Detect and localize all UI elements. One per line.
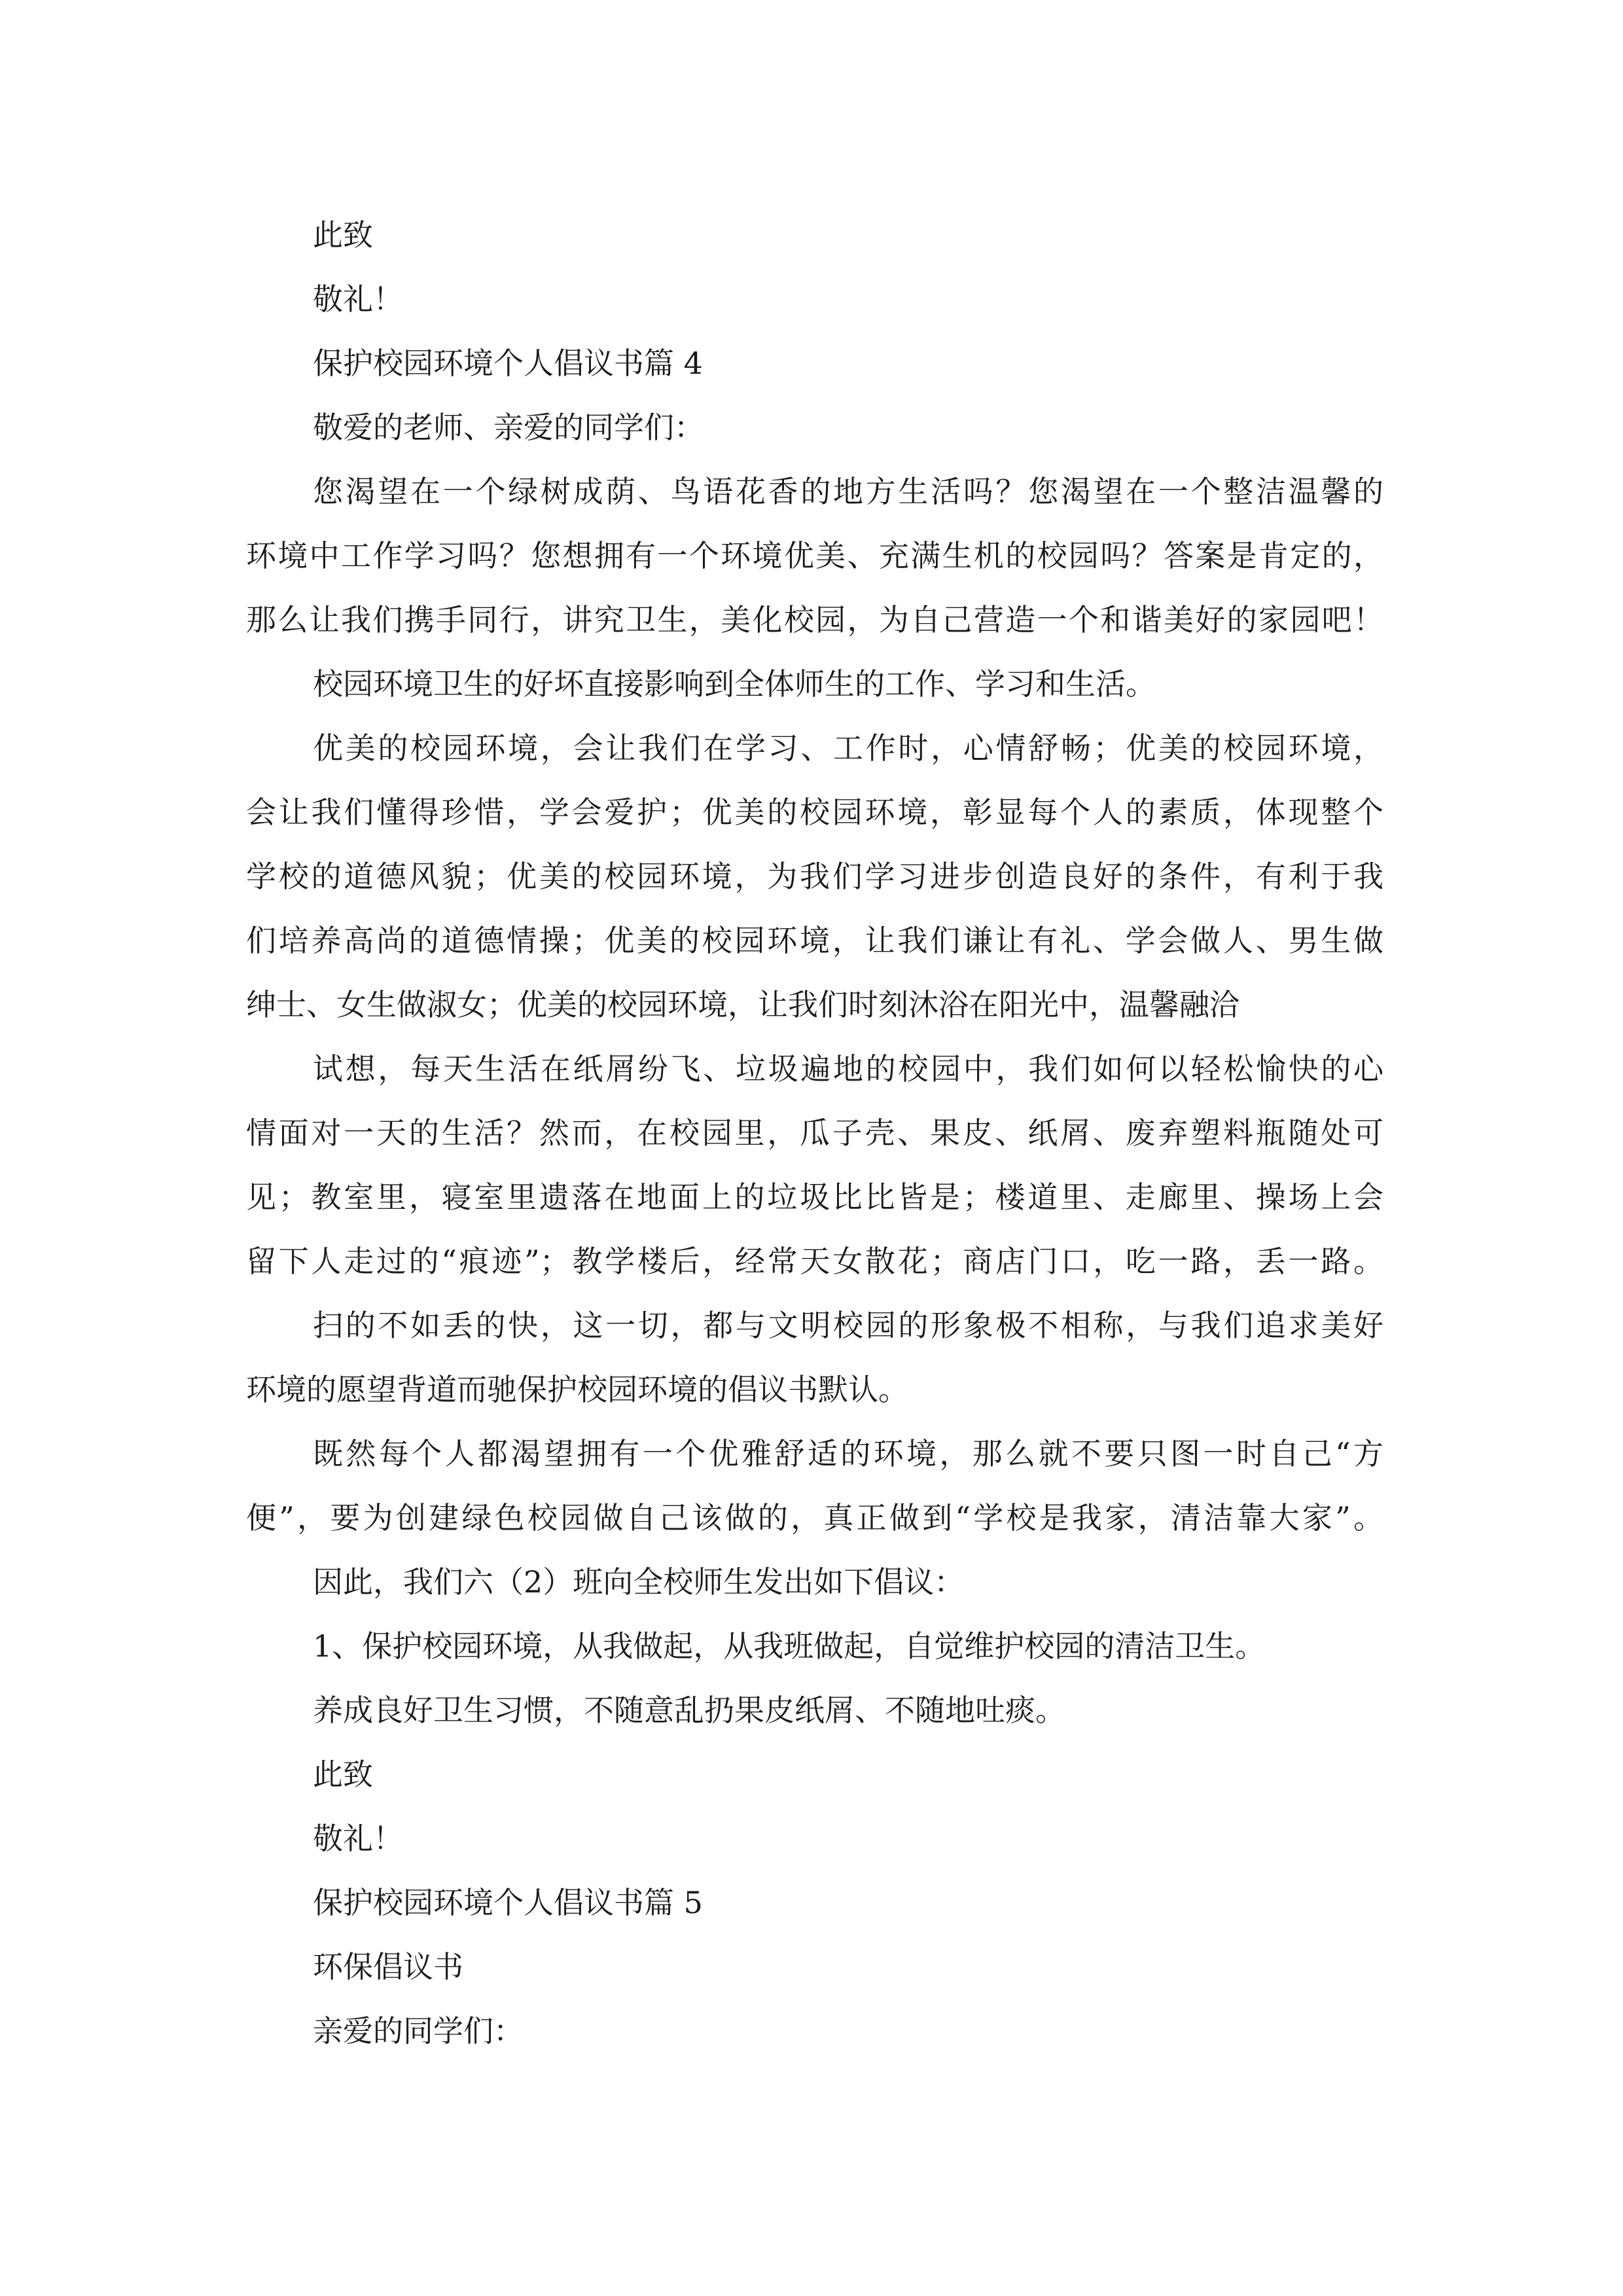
list-item: 1、保护校园环境，从我做起，从我班做起，自觉维护校园的清洁卫生。 <box>313 1628 1266 1664</box>
paragraph-line: 情面对一天的生活？然而，在校园里，瓜子壳、果皮、纸屑、废弃塑料瓶随处可 <box>246 1115 1383 1151</box>
paragraph-line: 既然每个人都渴望拥有一个优雅舒适的环境，那么就不要只图一时自己“方 <box>313 1436 1383 1471</box>
paragraph-line: 见；教室里，寝室里遗落在地面上的垃圾比比皆是；楼道里、走廊里、操场上会 <box>246 1179 1383 1215</box>
greeting-line: 敬爱的老师、亲爱的同学们： <box>313 410 704 445</box>
document-body <box>246 203 1383 2063</box>
salute-line: 敬礼！ <box>313 1821 403 1856</box>
paragraph-line: 环境中工作学习吗？您想拥有一个环境优美、充满生机的校园吗？答案是肯定的， <box>246 538 1383 573</box>
paragraph-line: 优美的校园环境，会让我们在学习、工作时，心情舒畅；优美的校园环境， <box>313 730 1383 766</box>
paragraph-line: 扫的不如丢的快，这一切，都与文明校园的形象极不相称，与我们追求美好 <box>313 1308 1383 1343</box>
paragraph-line: 您渴望在一个绿树成荫、鸟语花香的地方生活吗？您渴望在一个整洁温馨的 <box>313 474 1383 509</box>
paragraph-line: 学校的道德风貌；优美的校园环境，为我们学习进步创造良好的条件，有利于我 <box>246 859 1383 894</box>
subtitle-line: 环保倡议书 <box>313 1949 463 1984</box>
paragraph-line: 们培养高尚的道德情操；优美的校园环境，让我们谦让有礼、学会做人、男生做 <box>246 923 1383 958</box>
paragraph-line: 因此，我们六（2）班向全校师生发出如下倡议： <box>313 1564 965 1600</box>
paragraph-line: 留下人走过的“痕迹”；教学楼后，经常天女散花；商店门口，吃一路，丢一路。 <box>246 1244 1383 1279</box>
section-heading-5: 保护校园环境个人倡议书篇 5 <box>313 1885 703 1920</box>
paragraph-line: 绅士、女生做淑女；优美的校园环境，让我们时刻沐浴在阳光中，温馨融洽 <box>246 987 1240 1022</box>
section-heading-4: 保护校园环境个人倡议书篇 4 <box>313 346 703 381</box>
paragraph-line: 养成良好卫生习惯，不随意乱扔果皮纸屑、不随地吐痰。 <box>313 1693 1065 1728</box>
paragraph-line: 环境的愿望背道而驰保护校园环境的倡议书默认。 <box>246 1372 908 1407</box>
paragraph-line: 试想，每天生活在纸屑纷飞、垃圾遍地的校园中，我们如何以轻松愉快的心 <box>313 1051 1383 1086</box>
salute-line: 敬礼！ <box>313 281 403 317</box>
greeting-line: 亲爱的同学们： <box>313 2013 524 2049</box>
paragraph-line: 那么让我们携手同行，讲究卫生，美化校园，为自己营造一个和谐美好的家园吧！ <box>246 602 1383 637</box>
closing-line: 此致 <box>313 217 373 253</box>
paragraph-line: 便”，要为创建绿色校园做自己该做的，真正做到“学校是我家，清洁靠大家”。 <box>246 1500 1383 1535</box>
paragraph-line: 会让我们懂得珍惜，学会爱护；优美的校园环境，彰显每个人的素质，体现整个 <box>246 795 1383 830</box>
paragraph-line: 校园环境卫生的好坏直接影响到全体师生的工作、学习和生活。 <box>313 666 1156 702</box>
closing-line: 此致 <box>313 1757 373 1792</box>
